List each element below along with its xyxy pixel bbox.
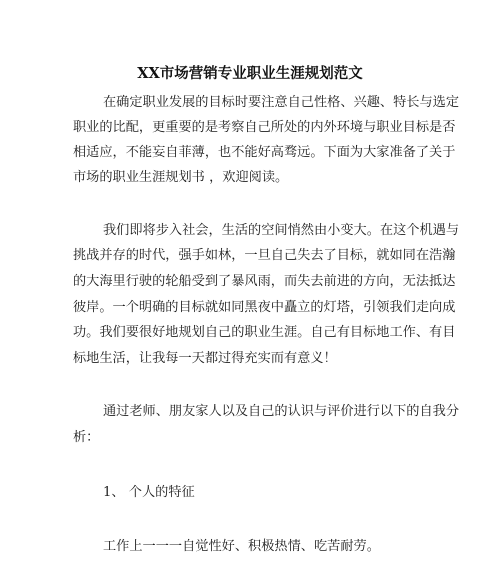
paragraph-2-line-6: 标地生活，让我每一天都过得充实而有意义！ [73,351,337,366]
paragraph-1-line-2: 职业的比配，更重要的是考察自己所处的内外环境与职业目标是否 [73,120,456,135]
paragraph-2-line-5: 功。我们要很好地规划自己的职业生涯。自己有目标地工作、有目 [73,325,456,340]
paragraph-2-line-4: 彼岸。一个明确的目标就如同黑夜中矗立的灯塔，引领我们走向成 [73,300,456,315]
paragraph-2-line-3: 的大海里行驶的轮船受到了暴风雨，而失去前进的方向，无法抵达 [73,274,456,289]
paragraph-1-line-4: 市场的职业生涯规划书 ，欢迎阅读。 [73,170,289,185]
paragraph-4-line-1: 工作上一一一自觉性好、积极热情、吃苦耐劳。 [103,539,380,554]
paragraph-1-line-3: 相适应，不能妄自菲薄，也不能好高骛远。下面为大家准备了关于 [73,145,456,160]
paragraph-3-line-1: 通过老师、朋友家人以及自己的认识与评价进行以下的自我分 [103,404,460,419]
paragraph-2-line-1: 我们即将步入社会，生活的空间悄然由小变大。在这个机遇与 [103,223,460,238]
section-heading: 1、 个人的特征 [103,485,195,500]
paragraph-2-line-2: 挑战并存的时代，强手如林，一旦自己失去了目标，就如同在浩瀚 [73,248,456,263]
paragraph-3-line-2: 析： [73,430,100,445]
paragraph-1-line-1: 在确定职业发展的目标时要注意自己性格、兴趣、特长与选定 [103,95,460,110]
document-title: XX市场营销专业职业生涯规划范文 [137,65,363,82]
